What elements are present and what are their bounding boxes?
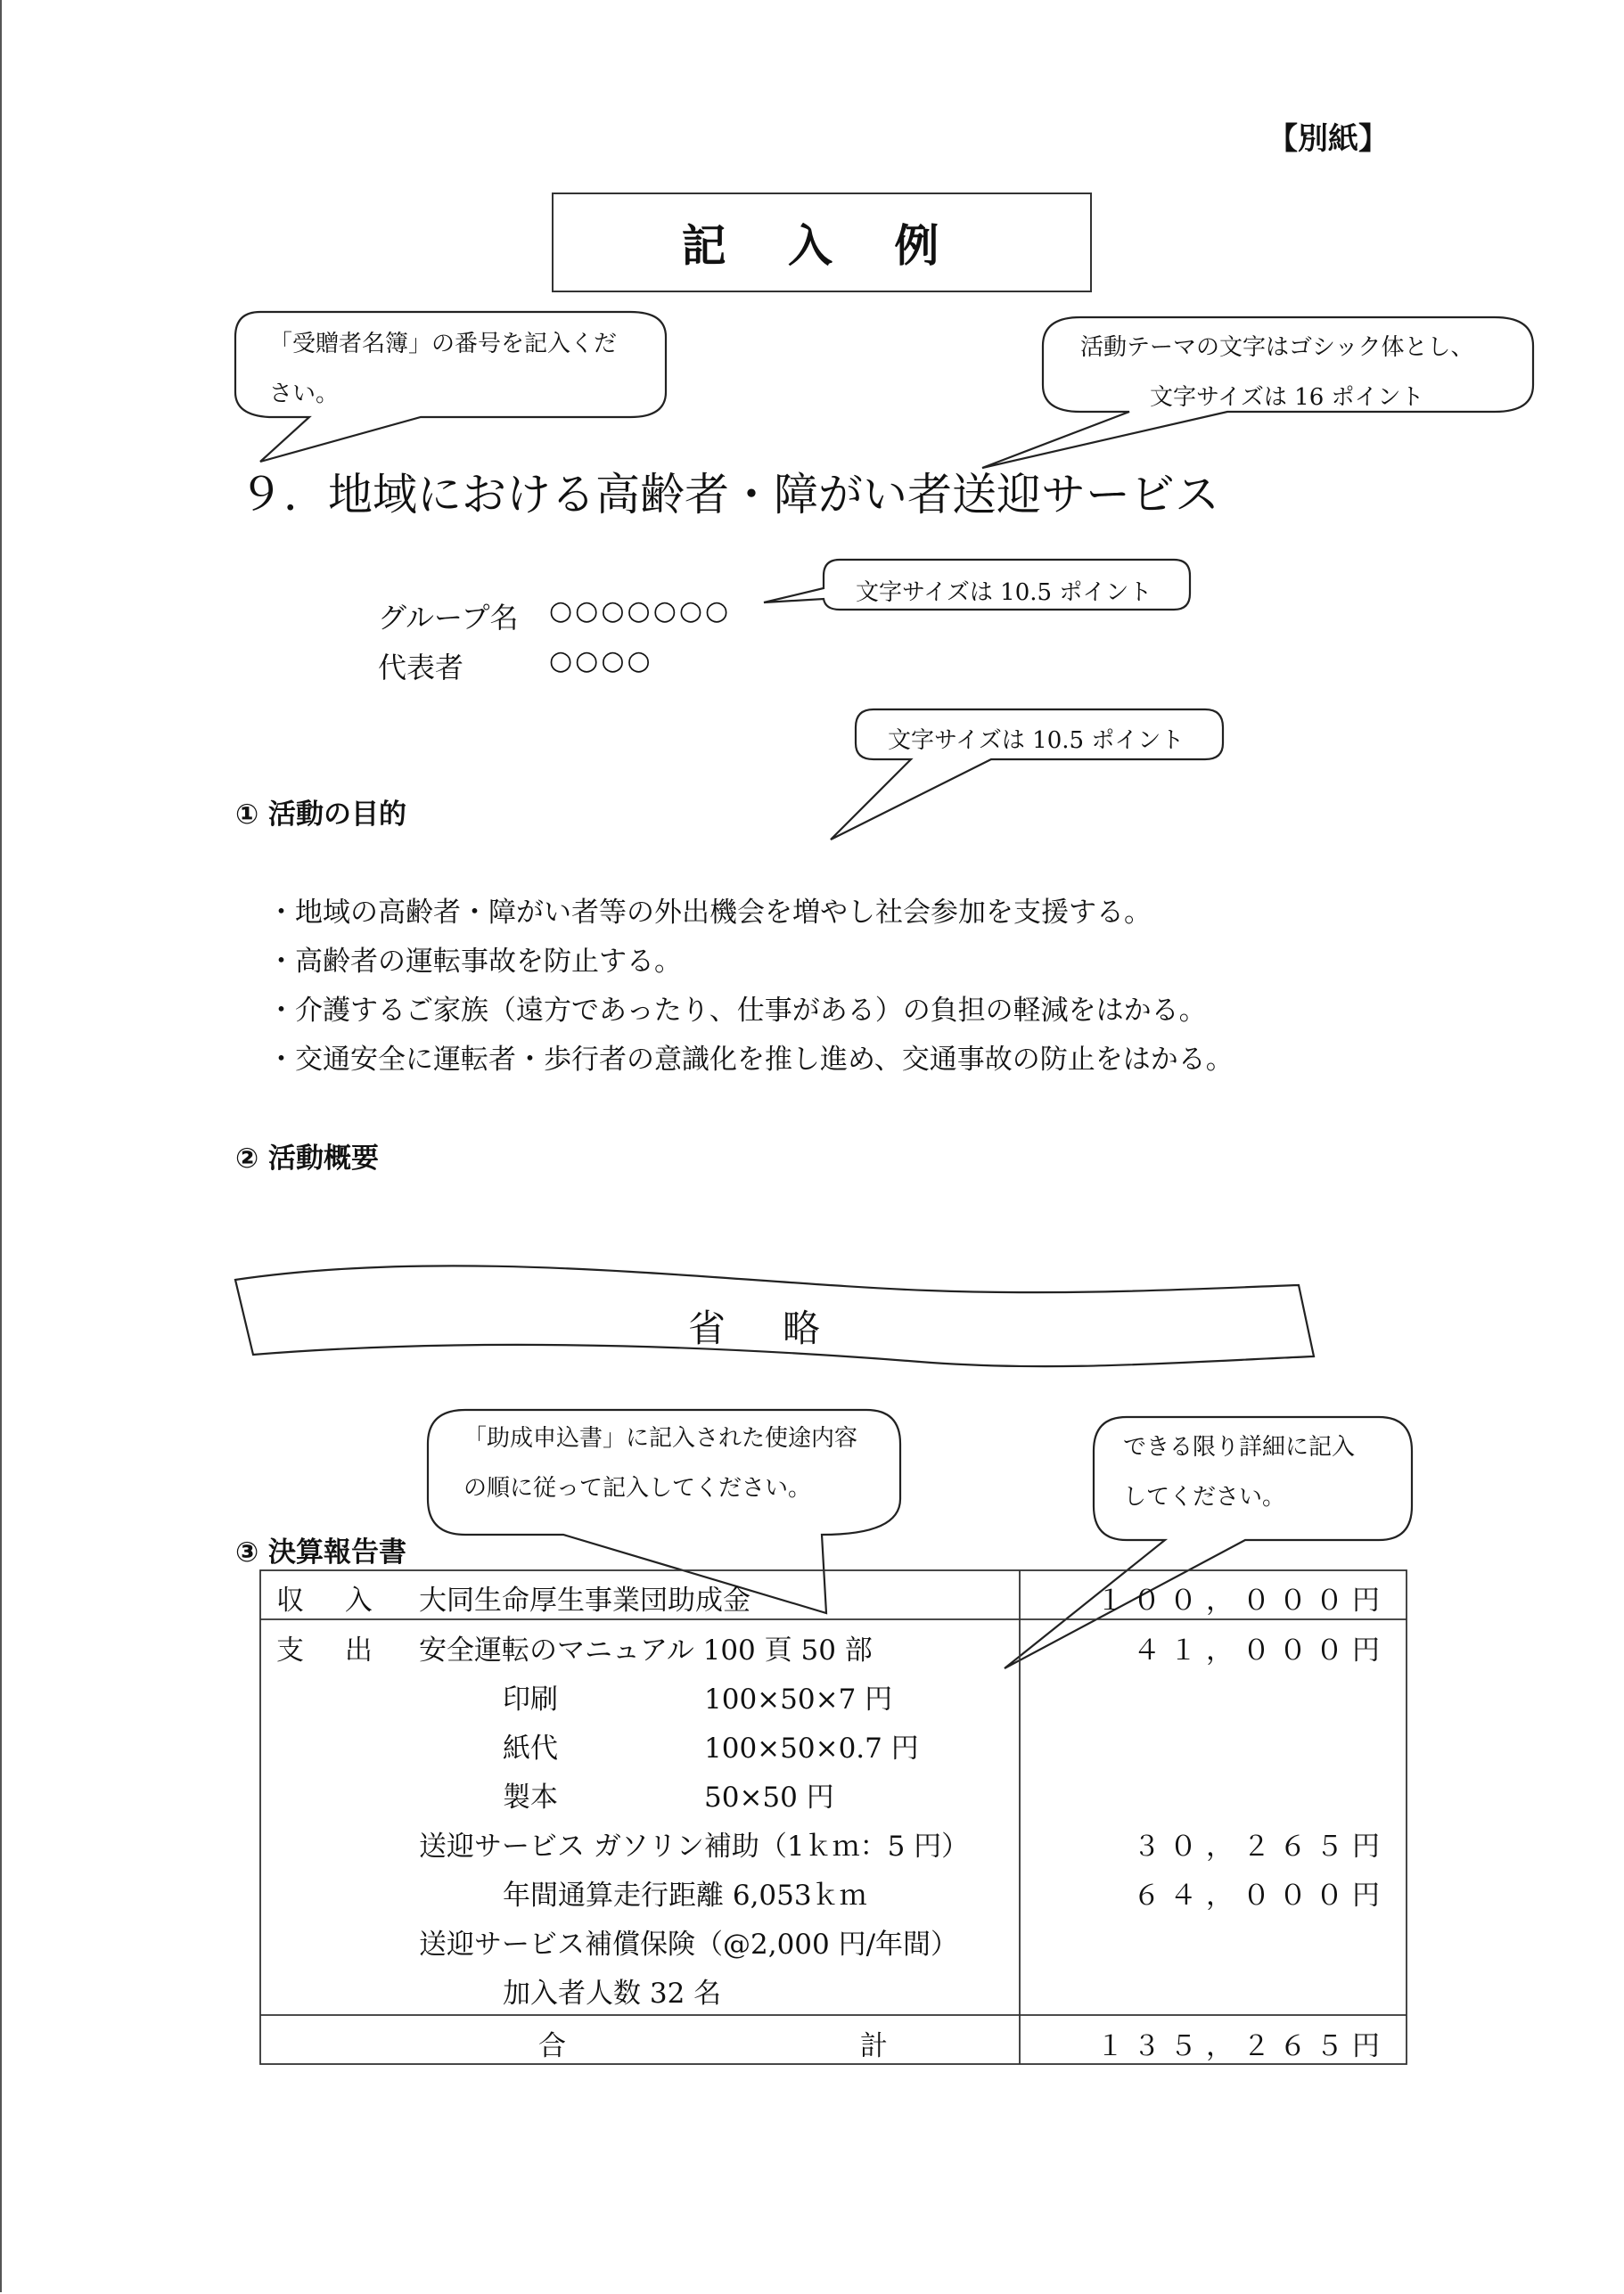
callout-usage-note-line2: の順に従って記入してください。 <box>463 1475 812 1502</box>
report-heading: ③ 決算報告書 <box>235 1536 407 1569</box>
callout-number-note-line2: さい。 <box>269 381 340 407</box>
expense-amount: ３０，２６５円 <box>1133 1831 1389 1863</box>
callout-size-body: 文字サイズは 10.5 ポイント <box>888 727 1185 754</box>
purpose-heading: ① 活動の目的 <box>235 799 407 831</box>
expense-line: 年間通算走行距離 6,053ｋｍ <box>503 1880 867 1912</box>
expense-line: 紙代 <box>503 1733 558 1765</box>
expense-line: 50×50 円 <box>704 1782 834 1814</box>
total-label: 合 計 <box>538 2030 1030 2062</box>
callout-theme-note-line1: 活動テーマの文字はゴシック体とし、 <box>1080 334 1474 361</box>
expense-line: 印刷 <box>503 1684 558 1716</box>
callout-detail-note-line1: できる限り詳細に記入 <box>1123 1434 1356 1461</box>
purpose-item: ・地域の高齢者・障がい者等の外出機会を増やし社会参加を支援する。 <box>267 897 1152 929</box>
representative-value: ○○○○ <box>549 645 653 676</box>
expense-line: 100×50×0.7 円 <box>704 1733 919 1765</box>
purpose-item: ・交通安全に運転者・歩行者の意識化を推し進め、交通事故の防止をはかる。 <box>267 1044 1234 1076</box>
overview-heading: ② 活動概要 <box>235 1143 380 1175</box>
callout-size-group: 文字サイズは 10.5 ポイント <box>856 579 1152 606</box>
expense-line: 加入者人数 32 名 <box>503 1978 722 2010</box>
callout-number-note-line1: 「受贈者名簿」の番号を記入くだ <box>269 331 618 357</box>
omitted-label: 省略 <box>688 1307 878 1350</box>
income-item: 大同生命厚生事業団助成金 <box>419 1585 750 1617</box>
income-label: 収 入 <box>276 1585 389 1617</box>
callout-usage-note-line1: 「助成申込書」に記入された使途内容 <box>463 1425 858 1452</box>
total-amount: １３５，２６５円 <box>1096 2030 1389 2062</box>
expense-line: 製本 <box>503 1782 558 1814</box>
expense-line: 100×50×7 円 <box>704 1684 893 1716</box>
group-name-value: ○○○○○○○ <box>549 595 732 627</box>
expense-amount: ６４，０００円 <box>1133 1880 1389 1912</box>
purpose-item: ・高齢者の運転事故を防止する。 <box>267 946 682 978</box>
expense-label: 支 出 <box>276 1634 389 1667</box>
callout-theme-note-line2: 文字サイズは 16 ポイント <box>1150 384 1424 411</box>
expense-line: 送迎サービス補償保険（@2,000 円/年間） <box>419 1929 959 1961</box>
group-name-label: グループ名 <box>378 601 519 635</box>
callout-detail-note-line2: してください。 <box>1123 1484 1286 1511</box>
expense-line: 送迎サービス ガソリン補助（1ｋｍ：5 円） <box>419 1831 970 1863</box>
expense-amount: ４１，０００円 <box>1133 1634 1389 1667</box>
income-amount: １００，０００円 <box>1096 1585 1389 1617</box>
expense-line: 安全運転のマニュアル 100 頁 50 部 <box>419 1634 873 1667</box>
purpose-item: ・介護するご家族（遠方であったり、仕事がある）の負担の軽減をはかる。 <box>267 995 1207 1027</box>
activity-theme: ９．地域における高齢者・障がい者送迎サービス <box>239 469 1219 520</box>
attachment-label: 【別紙】 <box>1267 121 1389 157</box>
page-title: 記 入 例 <box>552 193 1092 292</box>
representative-label: 代表者 <box>378 651 464 684</box>
